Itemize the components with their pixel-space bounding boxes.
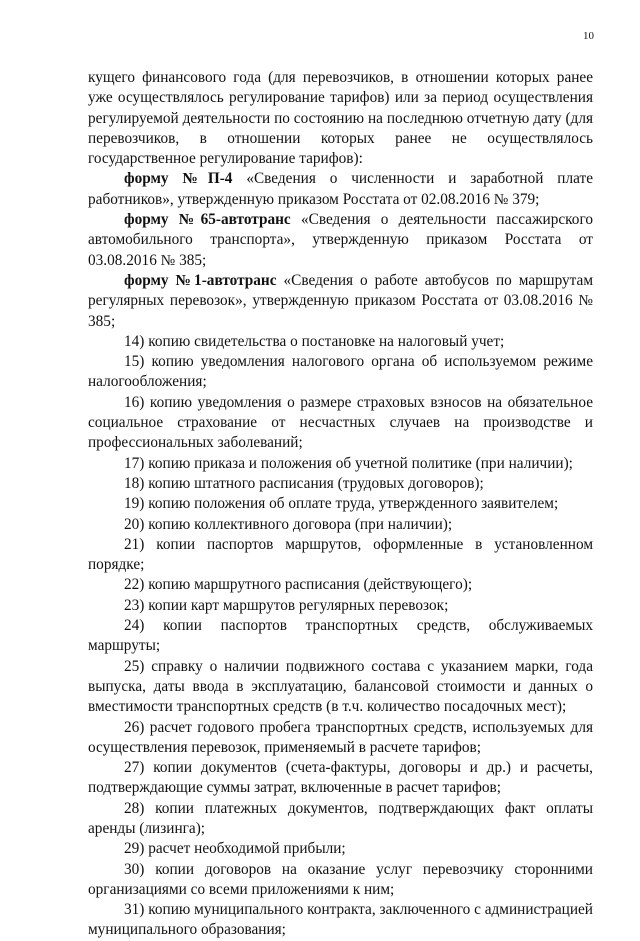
form-item-1-avtotrans <box>88 271 593 332</box>
list-item-28: 28) копии платежных документов, подтверждающих факт оплаты аренды (лизинга); <box>88 799 593 837</box>
list-item-19: 19) копию положения об оплате труда, утвержденного заявителем; <box>124 495 559 513</box>
paragraph-continuation: кущего финансового года (для перевозчиков, в отношении которых ранее уже осуществлялось регулирование тарифов) или за период осуществления регулируемой деятельности по состоянию на последнюю отчетную дату (для перевозчиков, в отношении которых ранее не осуществлялось государственное регулирование тарифов): <box>88 69 593 168</box>
list-item-20: 20) копию коллективного договора (при наличии); <box>124 515 453 533</box>
form-name: форму №1-автотранс <box>124 271 277 289</box>
list-item-21: 21) копии паспортов маршрутов, оформленные в установленном порядке; <box>88 535 593 574</box>
list-item-29: 29) расчет необходимой прибыли; <box>124 840 346 858</box>
list-item-16: 16) копию уведомления о размере страховых взносов на обязательное социальное страхование от несчастных случаев на производстве и профессиональных заболеваний; <box>88 393 593 452</box>
list-item-25: 25) справку о наличии подвижного состава с указанием марки, года выпуска, даты ввода в эксплуатацию, балансовой стоимости и данных о вместимости транспортных средств (в т.ч. количество посадочных мест); <box>88 657 593 716</box>
form-name: форму №П-4 <box>124 170 233 188</box>
list-item-14: 14) копию свидетельства о постановке на налоговый учет; <box>124 332 505 350</box>
list-item-26: 26) расчет годового пробега транспортных средств, используемых для осуществления перевозок, применяемый в расчете тарифов; <box>88 718 593 756</box>
list-item-23: 23) копии карт маршрутов регулярных перевозок; <box>124 596 449 614</box>
form-description: «Сведения о работе автобусов по маршрутам регулярных перевозок», утвержденную приказом Росстата от 03.08.2016 № 385; <box>88 271 594 330</box>
list-item-22: 22) копию маршрутного расписания (действующего); <box>124 576 473 594</box>
list-item-27: 27) копии документов (счета-фактуры, договоры и др.) и расчеты, подтверждающие суммы затрат, включенные в расчет тарифов; <box>88 759 593 797</box>
form-item-p4 <box>88 169 593 210</box>
page-number: 10 <box>583 30 594 42</box>
list-item-24: 24) копии паспортов транспортных средств, обслуживаемых маршруты; <box>88 617 593 655</box>
form-description: «Сведения о деятельности пассажирского автомобильного транспорта», утвержденную приказом Росстата от 03.08.2016 № 385; <box>88 211 593 269</box>
form-name: форму №65-автотранс <box>124 211 291 229</box>
list-item-15: 15) копию уведомления налогового органа об используемом режиме налогообложения; <box>88 353 593 391</box>
list-item-18: 18) копию штатного расписания (трудовых договоров); <box>124 474 484 492</box>
list-item-30: 30) копии договоров на оказание услуг перевозчику сторонними организациями со всеми приложениями к ним; <box>88 860 593 898</box>
list-item-31: 31) копию муниципального контракта, заключенного с администрацией муниципального образования; <box>88 901 593 939</box>
form-description: «Сведения о численности и заработной плате работников», утвержденную приказом Росстата от 02.08.2016 № 379; <box>88 170 593 208</box>
document-body <box>88 68 593 941</box>
form-item-65-avtotrans <box>88 210 593 271</box>
list-item-17: 17) копию приказа и положения об учетной политике (при наличии); <box>124 454 573 472</box>
